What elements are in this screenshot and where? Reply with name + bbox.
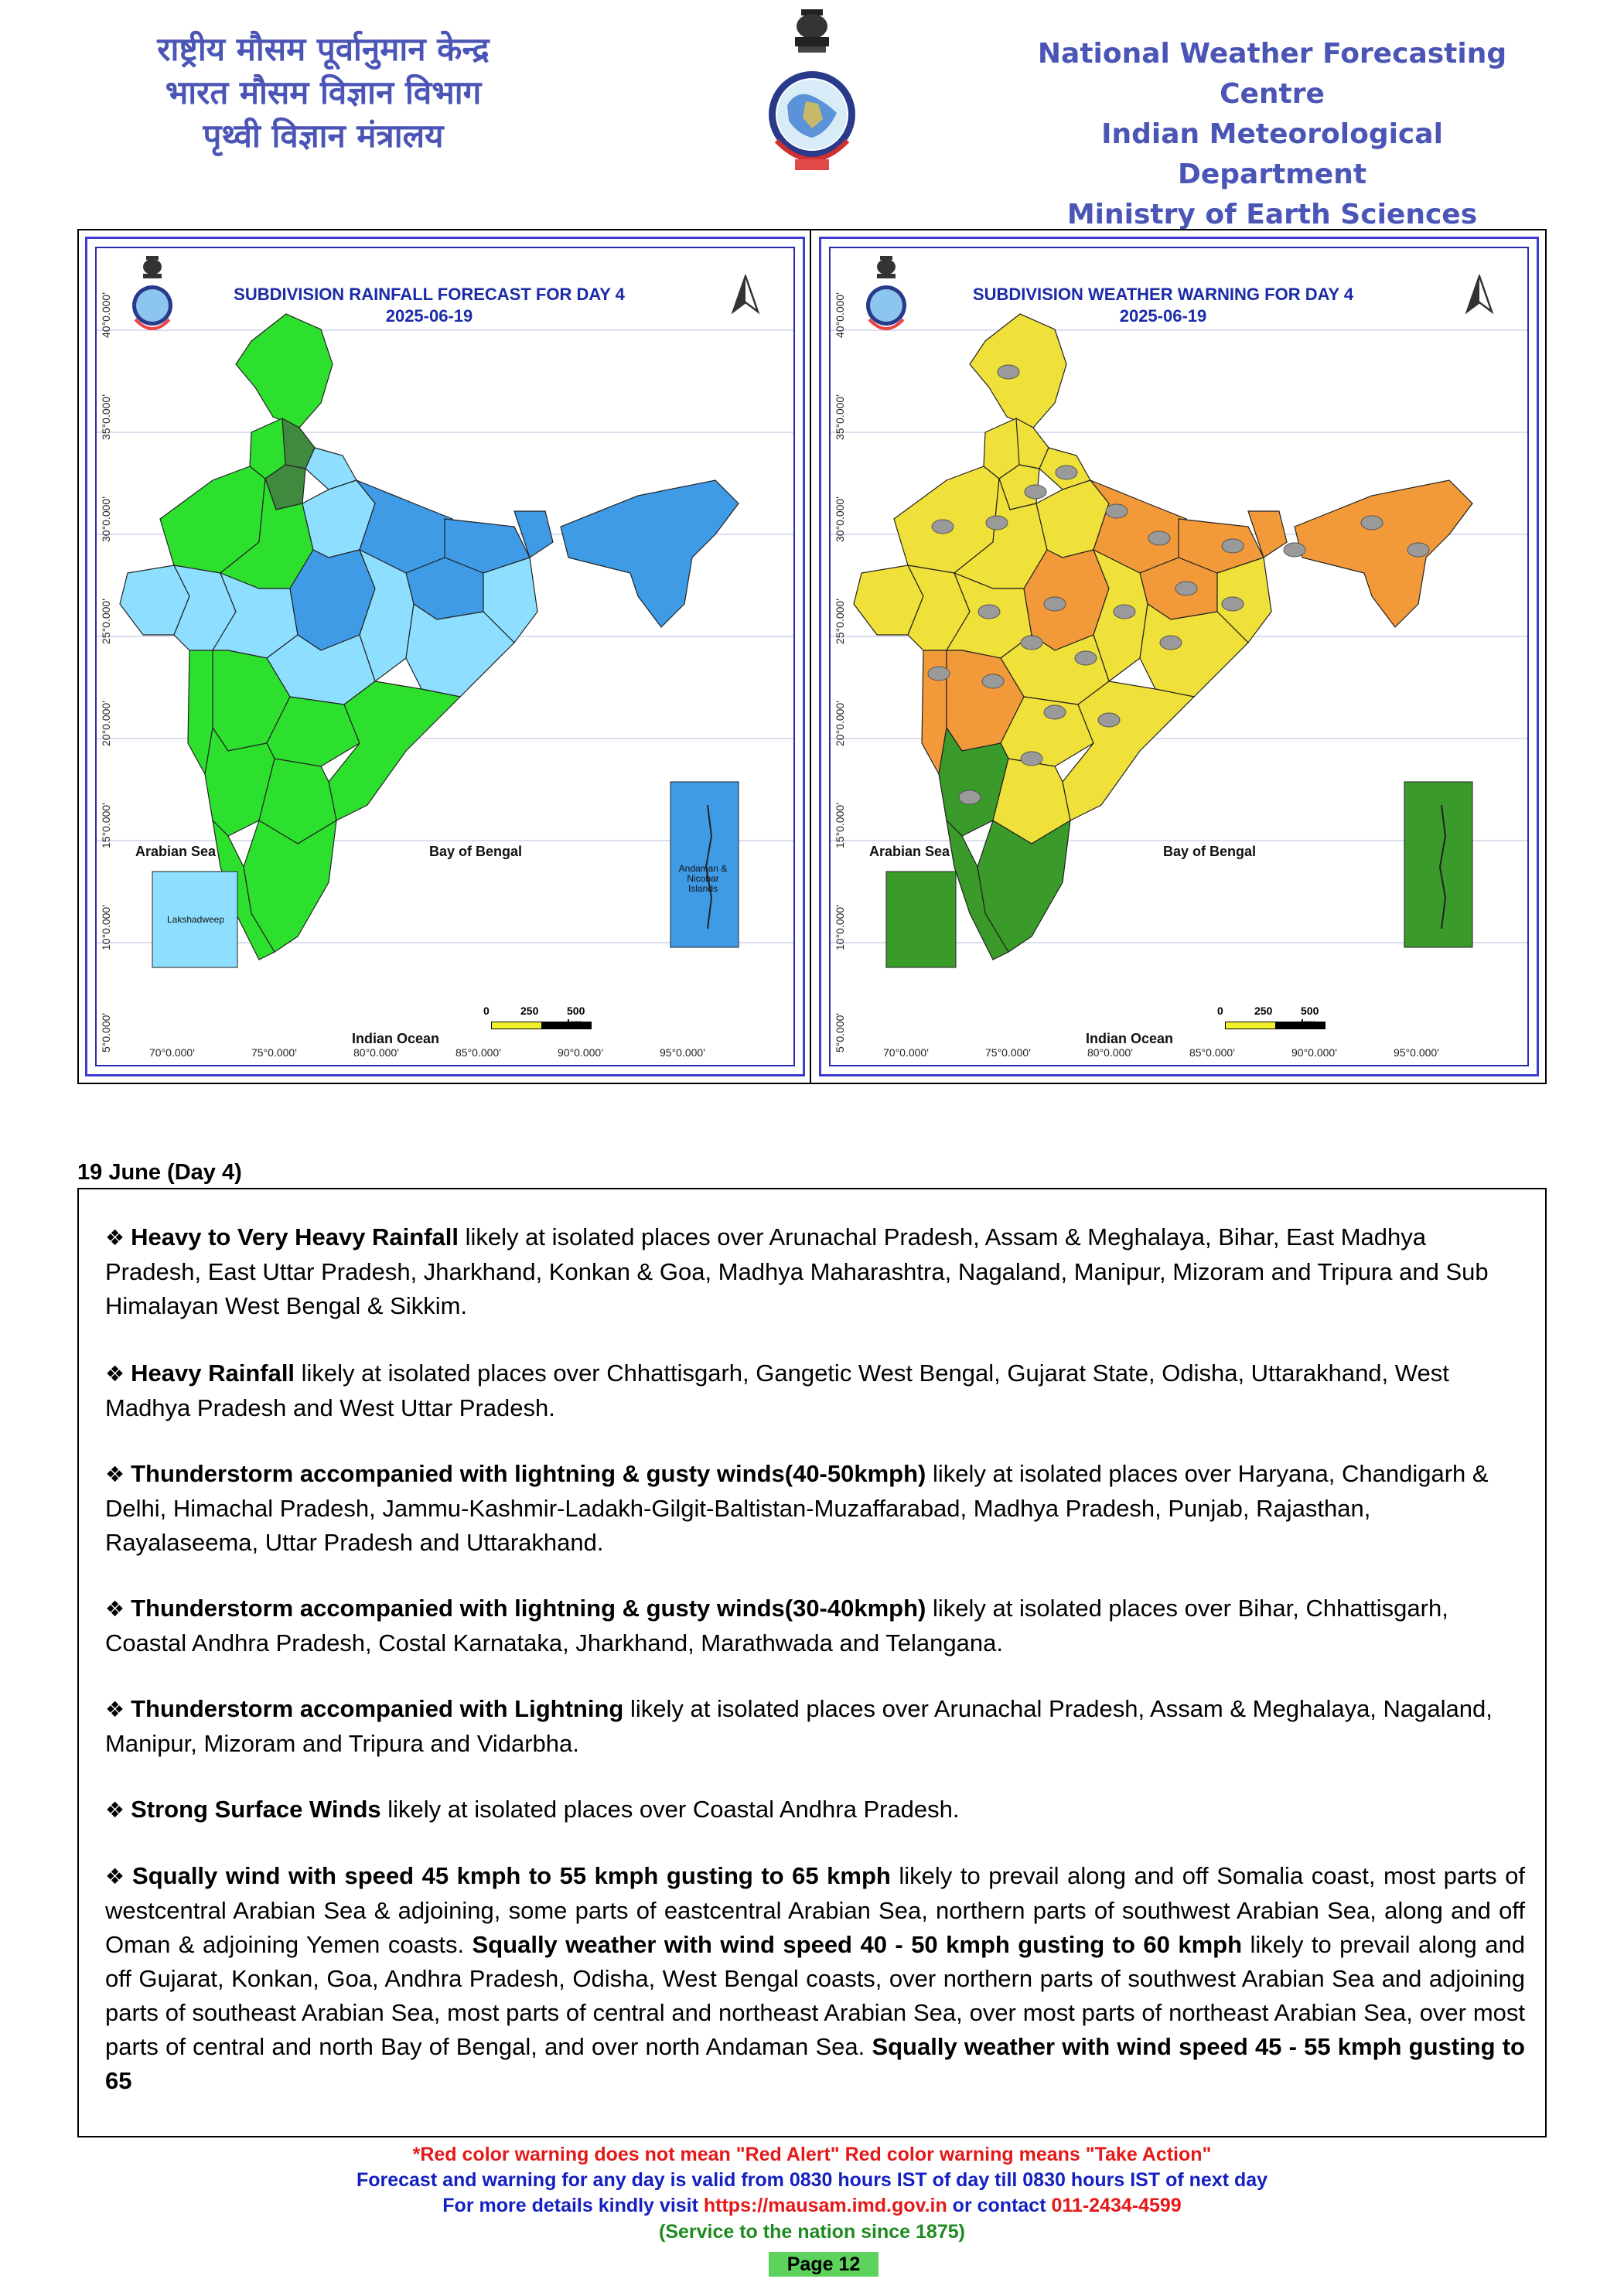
para-text: likely at isolated places over Haryana, Chandigarh & Delhi, Himachal Pradesh, Jammu-Kashmir-Ladakh-Gilgit-Baltistan-Muzaffarabad, Madhya Pradesh, Punjab, Rajasthan, Rayalaseema, Uttar Pradesh and Uttarakhand. <box>105 1460 1489 1556</box>
para-thunderstorm-40-50 <box>105 1457 1525 1560</box>
para-text: likely at isolated places over Arunachal Pradesh, Assam & Meghalaya, Bihar, East Madhya Pradesh, East Uttar Pradesh, Jharkhand, Konkan & Goa, Madhya Maharashtra, Nagaland, Manipur, Mizoram and Tripura and Sub Himalayan West Bengal & Sikkim. <box>105 1223 1489 1319</box>
para-heavy-very-heavy-rain <box>105 1220 1525 1323</box>
lat-label: 15°0.000' <box>100 803 112 848</box>
hindi-line-1: राष्ट्रीय मौसम पूर्वानुमान केन्द्र <box>157 30 490 68</box>
footer-contact-mid: or contact <box>947 2195 1052 2216</box>
english-line-2: Indian Meteorological Department <box>1101 118 1443 190</box>
scale-zero: 0 <box>483 1005 490 1017</box>
para-bold: Strong Surface Winds <box>131 1796 381 1823</box>
rainfall-map <box>95 247 795 1066</box>
lon-label: 75°0.000' <box>251 1046 297 1059</box>
header-english <box>1009 34 1535 235</box>
map-scale-bar <box>1217 1005 1333 1035</box>
para-surface-winds <box>105 1793 1525 1827</box>
rainfall-date: 2025-06-19 <box>385 306 473 326</box>
lon-label: 80°0.000' <box>1087 1046 1133 1059</box>
footer-validity: Forecast and warning for any day is valid from 0830 hours IST of day till 0830 hours IST of next day <box>356 2169 1268 2191</box>
rainfall-map-graphic <box>97 248 795 1066</box>
arabian-sea-label: Arabian Sea <box>135 844 217 859</box>
para-bold: Thunderstorm accompanied with lightning & gusty winds(30-40kmph) <box>131 1595 926 1622</box>
lat-label: 30°0.000' <box>834 496 846 542</box>
warning-date: 2025-06-19 <box>1119 306 1207 326</box>
para-thunderstorm-lightning <box>105 1692 1525 1761</box>
para-text: likely at isolated places over Chhattisgarh, Gangetic West Bengal, Gujarat State, Odisha, Uttarakhand, West Madhya Pradesh and West Uttar Pradesh. <box>105 1360 1449 1421</box>
bullet-icon: ❖ <box>105 1864 127 1889</box>
english-line-1: National Weather Forecasting Centre <box>1037 38 1507 110</box>
imd-emblem-logo <box>766 5 858 184</box>
lat-label: 40°0.000' <box>100 292 112 338</box>
para-bold: Squally weather with wind speed 45 - 55 kmph gusting to 65 <box>105 2033 1525 2094</box>
lat-label: 30°0.000' <box>100 496 112 542</box>
indian-ocean-label: Indian Ocean <box>1086 1031 1174 1046</box>
hindi-line-3: पृथ्वी विज्ञान मंत्रालय <box>203 117 444 155</box>
scale-250: 250 <box>1254 1005 1273 1017</box>
lon-label: 85°0.000' <box>1189 1046 1235 1059</box>
scale-500: 500 <box>567 1005 585 1017</box>
warning-map-graphic <box>831 248 1529 1066</box>
para-thunderstorm-30-40 <box>105 1592 1525 1660</box>
warning-map-panel <box>813 230 1545 1083</box>
english-line-3: Ministry of Earth Sciences <box>1066 199 1478 230</box>
indian-ocean-label: Indian Ocean <box>352 1031 440 1046</box>
bay-of-bengal-label: Bay of Bengal <box>429 844 523 859</box>
lat-label: 5°0.000' <box>834 1012 846 1052</box>
para-bold: Thunderstorm accompanied with lightning & gusty winds(40-50kmph) <box>131 1460 926 1487</box>
page-header <box>0 0 1624 230</box>
lakshadweep-label: Lakshadweep <box>166 914 225 925</box>
lat-label: 10°0.000' <box>834 905 846 950</box>
bullet-icon: ❖ <box>105 1225 125 1250</box>
bay-of-bengal-label: Bay of Bengal <box>1163 844 1257 859</box>
lat-label: 40°0.000' <box>834 292 846 338</box>
warning-title-line: SUBDIVISION WEATHER WARNING FOR DAY 4 <box>972 285 1354 304</box>
warning-map-title <box>931 284 1395 327</box>
scale-500: 500 <box>1301 1005 1319 1017</box>
forecast-maps <box>77 229 1547 1084</box>
para-text: likely at isolated places over Arunachal Pradesh, Assam & Meghalaya, Nagaland, Manipur, Mizoram and Tripura and Vidarbha. <box>105 1695 1493 1757</box>
footer-phone: 011-2434-4599 <box>1051 2195 1182 2216</box>
andaman-label: Andaman & Nicobar Islands <box>678 863 728 894</box>
forecast-text-box <box>77 1188 1547 2137</box>
header-hindi <box>122 28 524 158</box>
arabian-sea-label: Arabian Sea <box>869 844 950 859</box>
lat-label: 35°0.000' <box>834 394 846 440</box>
lon-label: 90°0.000' <box>1291 1046 1337 1059</box>
footer-url-link[interactable]: https://mausam.imd.gov.in <box>703 2195 947 2216</box>
lat-label: 35°0.000' <box>100 394 112 440</box>
bullet-icon: ❖ <box>105 1797 125 1823</box>
bullet-icon: ❖ <box>105 1697 125 1722</box>
day-heading: 19 June (Day 4) <box>77 1160 242 1185</box>
warning-map-frame <box>819 237 1539 1076</box>
para-bold: Squally wind with speed 45 kmph to 55 kmph gusting to 65 kmph <box>132 1862 891 1889</box>
footer-contact <box>0 2193 1624 2218</box>
para-squally-wind <box>105 1859 1525 2098</box>
lon-label: 90°0.000' <box>558 1046 603 1059</box>
scale-250: 250 <box>520 1005 539 1017</box>
lat-label: 25°0.000' <box>100 599 112 644</box>
para-bold: Heavy Rainfall <box>131 1360 295 1387</box>
lon-label: 80°0.000' <box>353 1046 399 1059</box>
para-text: likely to prevail along and off Somalia coast, most parts of westcentral Arabian Sea & adjoining, some parts of eastcentral Arabian Sea, northern parts of southwest Arabian Sea, along and off Oman & adjoining Yemen coasts. <box>105 1862 1525 1958</box>
para-text: likely at isolated places over Bihar, Chhattisgarh, Coastal Andhra Pradesh, Costal Karnataka, Jharkhand, Marathwada and Telangana. <box>105 1595 1448 1656</box>
para-text: likely at isolated places over Coastal Andhra Pradesh. <box>380 1796 960 1823</box>
lat-label: 20°0.000' <box>834 701 846 746</box>
scale-zero: 0 <box>1217 1005 1223 1017</box>
hindi-line-2: भारत मौसम विज्ञान विभाग <box>165 73 482 111</box>
lon-label: 95°0.000' <box>660 1046 705 1059</box>
para-bold: Thunderstorm accompanied with Lightning <box>131 1695 624 1722</box>
rainfall-map-title <box>197 284 661 327</box>
north-arrow-icon <box>1464 275 1495 315</box>
imd-map-emblem <box>131 254 174 339</box>
para-text: likely to prevail along and off Gujarat, Konkan, Goa, Andhra Pradesh, Odisha, West Bengal coasts, over northern parts of southwest Arabian Sea and adjoining parts of southeast Arabian Sea, most parts of central and northeast Arabian Sea, over most parts of northeast Arabian Sea, over most parts of central and north Bay of Bengal, and over north Andaman Sea. <box>105 1931 1525 2060</box>
rainfall-map-panel <box>79 230 811 1083</box>
lon-label: 70°0.000' <box>149 1046 195 1059</box>
footer-red-warning: *Red color warning does not mean "Red Alert" Red color warning means "Take Action" <box>412 2144 1212 2165</box>
lat-label: 5°0.000' <box>100 1012 112 1052</box>
lat-label: 20°0.000' <box>100 701 112 746</box>
warning-map <box>829 247 1529 1066</box>
rainfall-map-frame <box>85 237 805 1076</box>
para-bold: Squally weather with wind speed 40 - 50 kmph gusting to 60 kmph <box>472 1931 1243 1958</box>
map-scale-bar <box>483 1005 599 1035</box>
lon-label: 70°0.000' <box>883 1046 929 1059</box>
bullet-icon: ❖ <box>105 1361 125 1387</box>
lon-label: 75°0.000' <box>985 1046 1031 1059</box>
footer-service: (Service to the nation since 1875) <box>659 2221 965 2243</box>
lat-label: 10°0.000' <box>100 905 112 950</box>
lon-label: 95°0.000' <box>1394 1046 1439 1059</box>
rainfall-title-line: SUBDIVISION RAINFALL FORECAST FOR DAY 4 <box>234 285 625 304</box>
para-heavy-rain <box>105 1356 1525 1425</box>
imd-map-emblem <box>865 254 908 339</box>
footer-contact-prefix: For more details kindly visit <box>442 2195 704 2216</box>
para-bold: Heavy to Very Heavy Rainfall <box>131 1223 459 1250</box>
bullet-icon: ❖ <box>105 1462 125 1487</box>
north-arrow-icon <box>730 275 761 315</box>
lat-label: 25°0.000' <box>834 599 846 644</box>
bullet-icon: ❖ <box>105 1596 125 1622</box>
page-number: Page 12 <box>769 2252 879 2277</box>
lat-label: 15°0.000' <box>834 803 846 848</box>
lon-label: 85°0.000' <box>455 1046 501 1059</box>
